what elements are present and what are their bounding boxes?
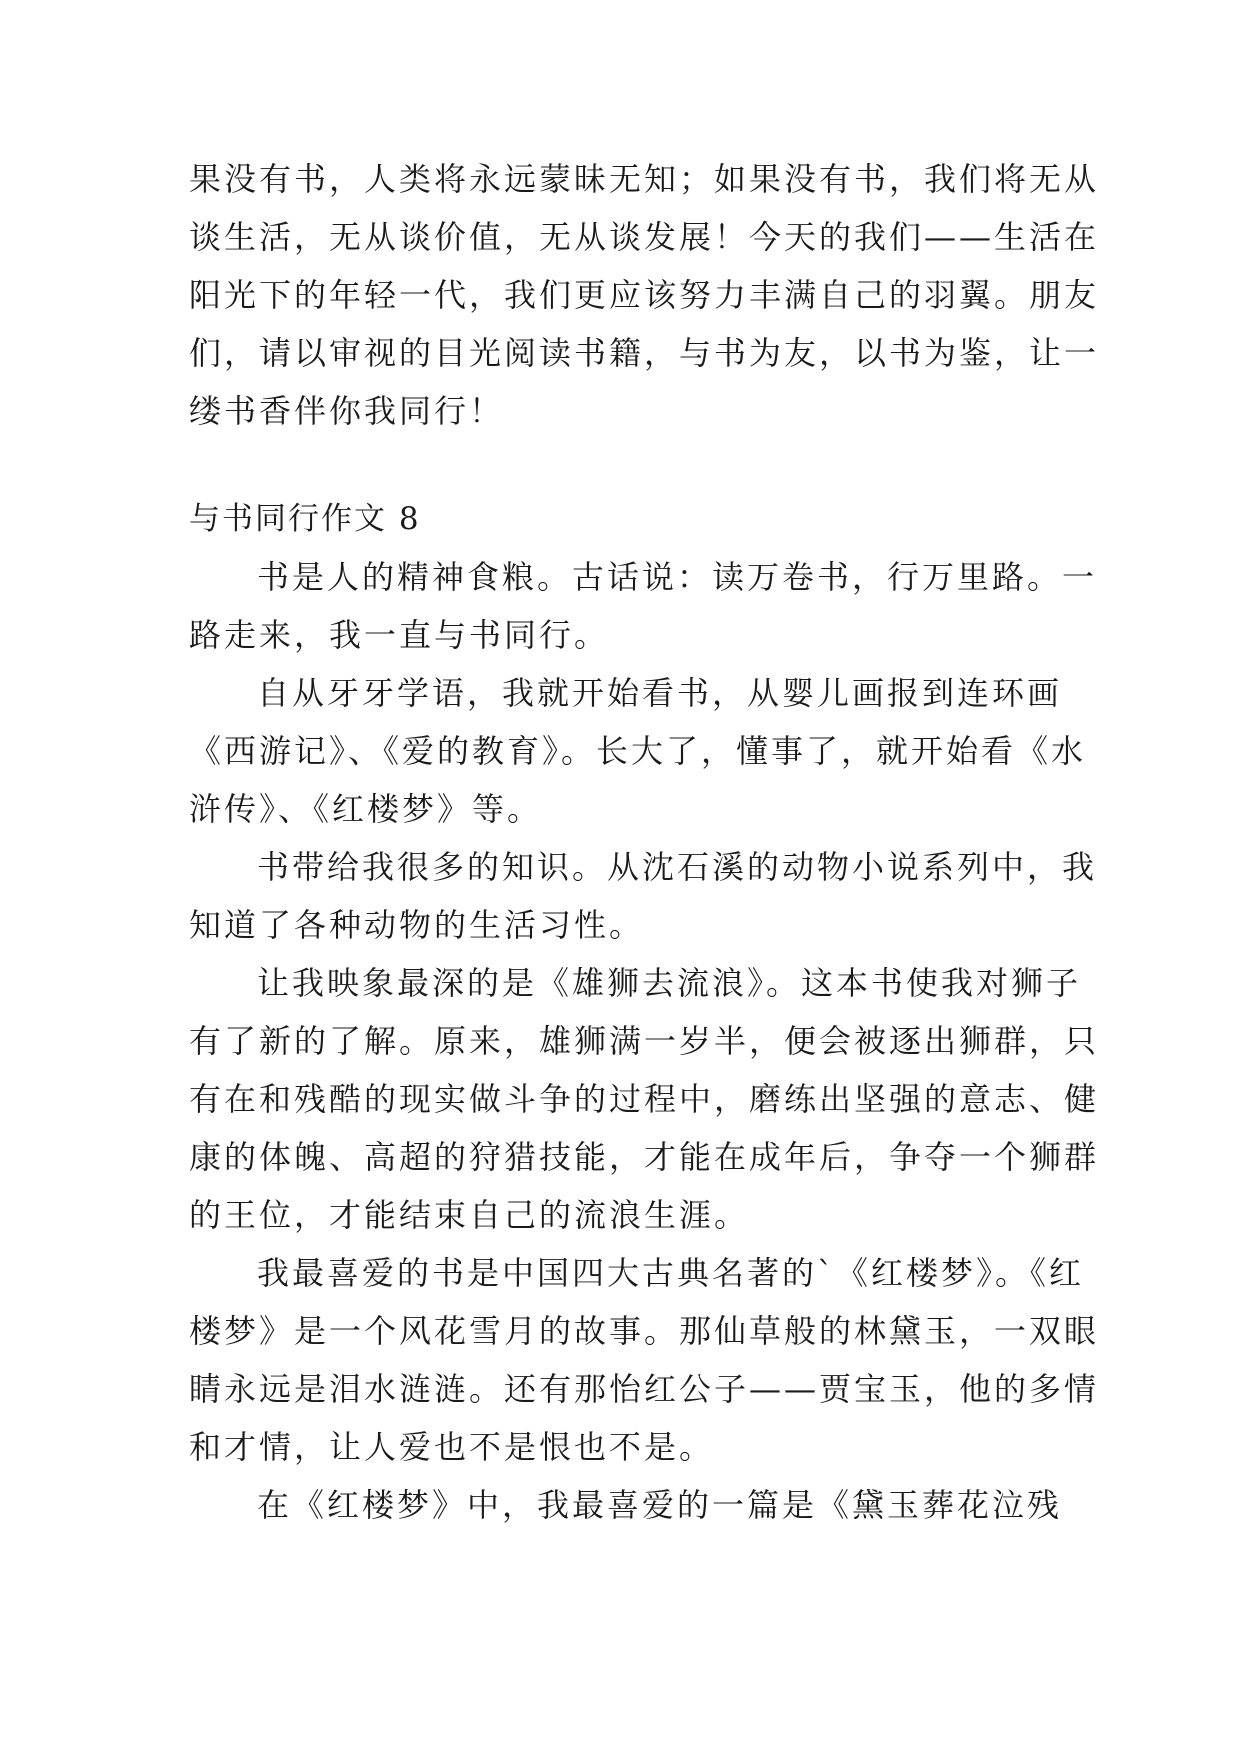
document-page [189, 150, 1100, 1534]
paragraph [189, 664, 1087, 838]
text-line: 有在和残酷的现实做斗争的过程中，磨练出坚强的意志、健 [189, 1080, 1100, 1118]
paragraph [189, 548, 1098, 664]
text-line: 有了新的了解。原来，雄狮满一岁半，便会被逐出狮群，只 [189, 1022, 1100, 1060]
text-line: 阳光下的年轻一代，我们更应该努力丰满自己的羽翼。朋友 [189, 276, 1100, 314]
text-line: 睛永远是泪水涟涟。还有那怡红公子——贾宝玉，他的多情 [189, 1370, 1100, 1408]
text-line: 书带给我很多的知识。从沈石溪的动物小说系列中，我 [257, 848, 1098, 886]
text-line: 路走来，我一直与书同行。 [189, 616, 610, 654]
paragraph [189, 1476, 1063, 1534]
text-line: 的王位，才能结束自己的流浪生涯。 [189, 1196, 750, 1234]
paragraph [189, 954, 1100, 1244]
text-line: 自从牙牙学语，我就开始看书，从婴儿画报到连环画 [257, 674, 1063, 712]
text-line: 谈生活，无从谈价值，无从谈发展！今天的我们——生活在 [189, 218, 1100, 256]
text-line: 浒传》、《红楼梦》等。 [189, 790, 543, 828]
paragraph [189, 838, 1098, 954]
text-line: 们，请以审视的目光阅读书籍，与书为友，以书为鉴，让一 [189, 334, 1100, 372]
text-line: 在《红楼梦》中，我最喜爱的一篇是《黛玉葬花泣残 [257, 1486, 1063, 1524]
text-line: 缕书香伴你我同行！ [189, 392, 505, 430]
text-line: 《西游记》、《爱的教育》。长大了，懂事了，就开始看《水 [189, 732, 1087, 770]
text-line: 知道了各种动物的生活习性。 [189, 906, 645, 944]
paragraph [189, 1244, 1100, 1476]
text-line: 果没有书，人类将永远蒙昧无知；如果没有书，我们将无从 [189, 160, 1100, 198]
text-line: 楼梦》是一个风花雪月的故事。那仙草般的林黛玉，一双眼 [189, 1312, 1100, 1350]
intro-paragraph [189, 150, 1100, 440]
text-line: 让我映象最深的是《雄狮去流浪》。这本书使我对狮子 [257, 964, 1082, 1002]
text-line: 康的体魄、高超的狩猎技能，才能在成年后，争夺一个狮群 [189, 1138, 1100, 1176]
text-line: 我最喜爱的书是中国四大古典名著的`《红楼梦》。《红 [257, 1254, 1085, 1292]
text-line: 书是人的精神食粮。古话说：读万卷书，行万里路。一 [257, 558, 1098, 596]
text-line: 和才情，让人爱也不是恨也不是。 [189, 1428, 715, 1466]
section-title: 与书同行作文 8 [189, 501, 421, 537]
